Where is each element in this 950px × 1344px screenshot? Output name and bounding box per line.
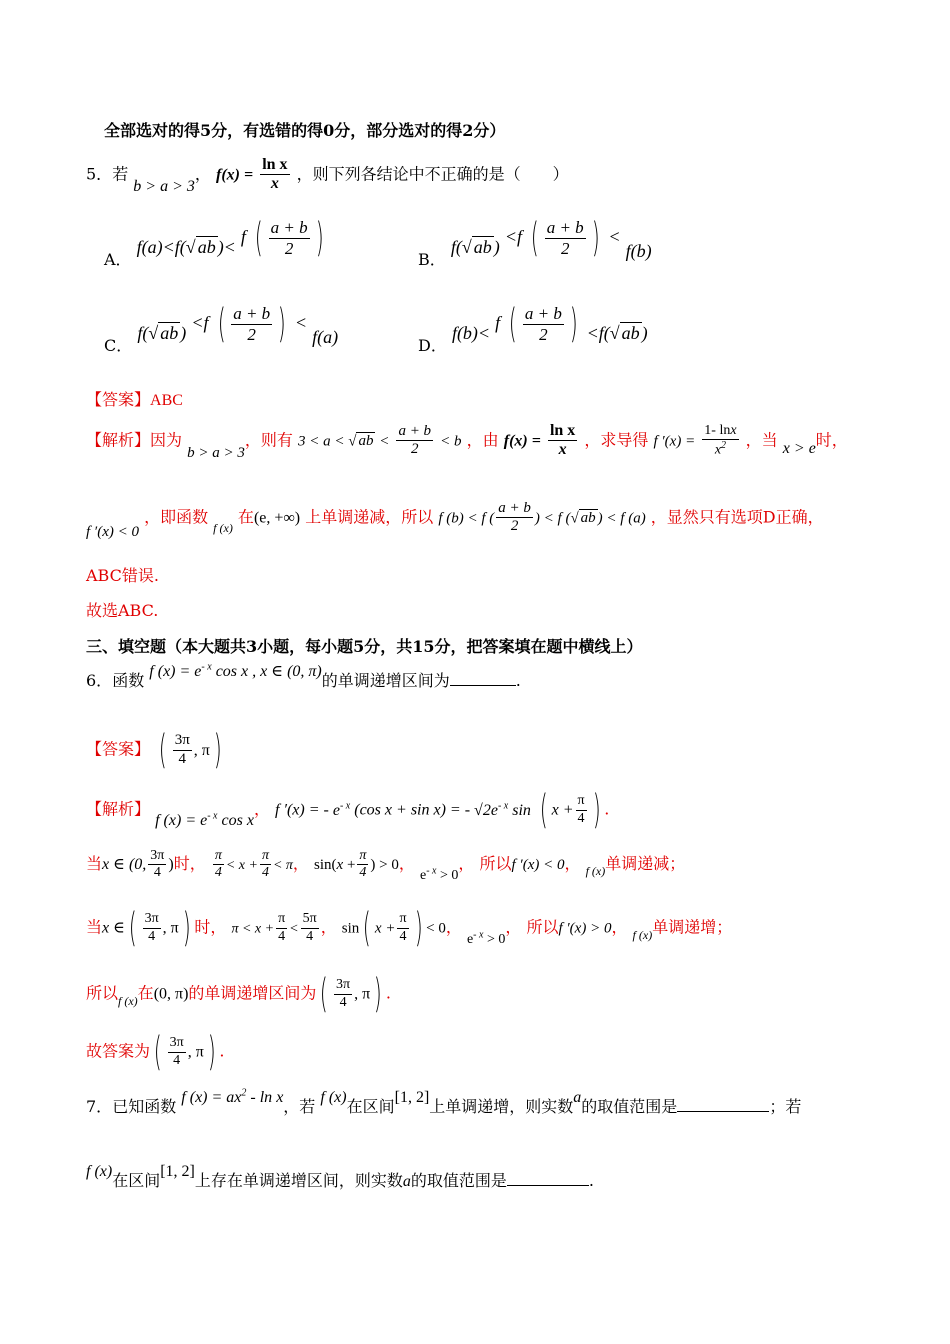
question-7-line-2: f (x)在区间[1, 2]上存在单调递增区间，则实数a的取值范围是 . xyxy=(86,1163,594,1190)
q5-answer: 【答案】ABC xyxy=(86,390,183,409)
q5-analysis-line-1: 【解析】因为 b > a > 3，则有 3 < a < √ ab < $\frac{a + b}{2}$ < b ，由 f(x) = $\frac{\text{ln x}}{x}$ ，求导得 f ′(x) = $\frac{1- \ln x}{x^2}$ ，当 x > e时， xyxy=(86,422,848,462)
option-b: B． f(√ ab ) <f ( $\frac{a + b}{2}$ ) < f(b) xyxy=(418,215,652,269)
q6-analysis-line-4: 所以$_{f (x)}$在(0, π)的单调递增区间为( $\frac{3\pi}{4}$ , π) . xyxy=(86,971,391,1017)
q6-answer-blank xyxy=(450,671,516,686)
option-c: C． f(√ ab ) <f ( $\frac{a + b}{2}$ ) < f(a) xyxy=(104,301,339,355)
question-7-line-1: 7．已知函数 f $(x) = ax^2 - \ln x$，若 f (x)在区间[1, 2]上单调递增，则实数a的取值范围是 ；若 xyxy=(86,1087,802,1116)
q6-analysis-line-3: 当x ∈( $\frac{3\pi}{4}$ , π) 时， π < x + $\frac{\pi}{4}$ < $\frac{5\pi}{4}$ ， sin( x + $\frac{\pi}{4}$ ) < 0， $e^{- x} > 0$， 所以f ′(x) > 0， $_{f (x)}$单调递增； xyxy=(86,905,733,951)
option-d: D． f(b)< f ( $\frac{a + b}{2}$ ) <f(√ ab ) xyxy=(418,301,648,355)
question-5-stem: 5．若 b > a > 3， f(x) = $\frac{\text{ln x}}{x}$ ，则下列各结论中不正确的是（ ） xyxy=(86,156,569,196)
q6-analysis-line-1: 【解析】 f $(x) = e^{- x}$ cos x， f ′(x) = - $e^{- x}$ (cos x + sin x) = - $√2e^{- x}$ sin ( x + $\frac{\pi}{4}$ ) . xyxy=(86,787,610,833)
fraction-lnx-over-x: $\frac{\text{ln x}}{x}$ xyxy=(262,156,288,193)
section-3-heading: 三、填空题（本大题共3小题，每小题5分，共15分，把答案填在题中横线上） xyxy=(86,637,643,656)
question-6-stem: 6．函数 f $(x) = e^{- x}$ cos x , x ∈ (0, π)的单调递增区间为 . xyxy=(86,661,521,690)
q5-analysis-line-2: f ′(x) < 0 ，即函数 $_{f (x)}$ 在(e, +∞) 上单调递减，所以 f (b) < f ( $\frac{a + b}{2}$ ) < f (√ ab ) < f (a) ，显然只有选项D正确， xyxy=(86,500,824,541)
q7-answer-blank-1 xyxy=(677,1097,769,1112)
q6-analysis-line-2: 当x ∈ (0, $\frac{3\pi}{4}$ )时， $\frac{\pi}{4}$ < x + $\frac{\pi}{4}$ < π， sin(x + $\frac{\pi}{4}$ ) > 0， $e^{- x} > 0$， 所以f ′(x) < 0， $_{f (x)}$单调递减； xyxy=(86,848,686,884)
q6-answer: 【答案】 ( $\frac{3\pi}{4}$ , π) xyxy=(86,727,222,773)
q7-answer-blank-2 xyxy=(507,1171,589,1186)
q6-final-answer: 故答案为( $\frac{3\pi}{4}$ , π) . xyxy=(86,1029,225,1075)
scoring-note: 全部选对的得5分，有选错的得0分，部分选对的得2分） xyxy=(104,121,506,140)
option-a: A． f(a)<f(√ ab )< f ( $\frac{a + b}{2}$ ) xyxy=(104,215,324,269)
q5-analysis-line-3: ABC错误. xyxy=(86,566,159,585)
q5-analysis-line-4: 故选ABC. xyxy=(86,601,159,620)
